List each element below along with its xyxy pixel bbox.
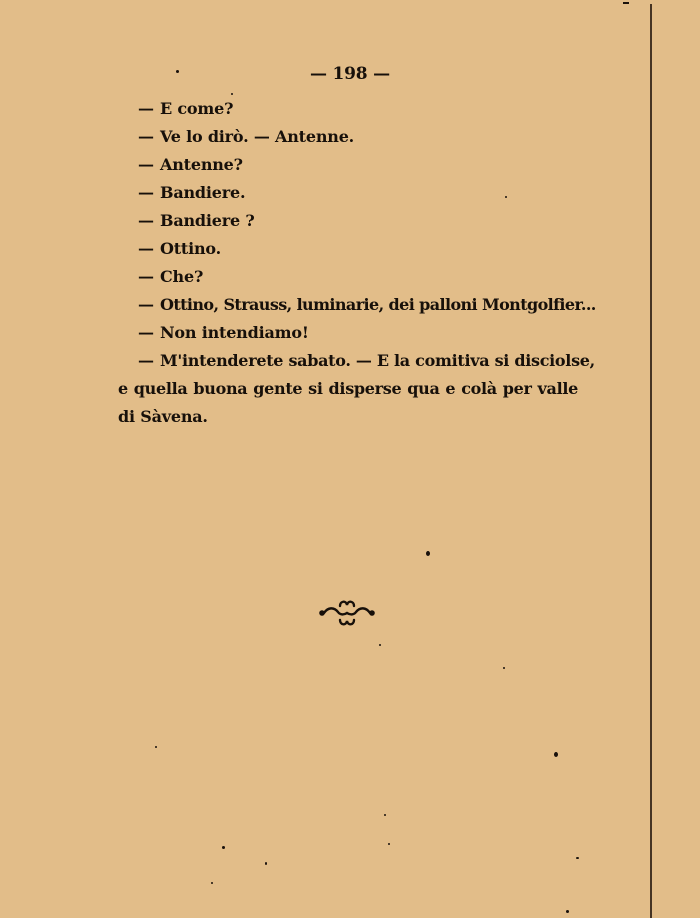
ink-speck — [231, 93, 233, 95]
dialogue-text: Ottino, Strauss, luminarie, dei palloni Montgolfier... — [160, 295, 596, 314]
em-dash: — — [138, 295, 154, 314]
ink-speck — [384, 814, 386, 816]
dialogue-line — [138, 155, 243, 174]
ink-speck — [505, 196, 507, 198]
dialogue-line — [138, 323, 309, 342]
page-number: — 198 — — [310, 64, 390, 84]
em-dash: — — [138, 323, 154, 342]
em-dash: — — [138, 183, 154, 202]
ink-speck — [222, 846, 225, 849]
dialogue-text: Che? — [160, 267, 204, 286]
dialogue-line — [138, 295, 596, 314]
ink-speck — [388, 843, 390, 845]
ink-speck — [576, 857, 579, 859]
em-dash: — — [138, 267, 154, 286]
em-dash: — — [138, 239, 154, 258]
dialogue-line — [138, 211, 255, 230]
dialogue-text: Ottino. — [160, 239, 221, 258]
em-dash: — — [138, 211, 154, 230]
page-edge-line — [650, 4, 652, 918]
em-dash: — — [138, 351, 154, 370]
dialogue-line — [138, 267, 203, 286]
ink-speck — [265, 862, 267, 865]
dialogue-line — [138, 239, 221, 258]
dialogue-line — [138, 99, 233, 118]
ink-speck — [503, 667, 505, 669]
dialogue-text: Ve lo dirò. — Antenne. — [160, 127, 355, 146]
ink-speck — [155, 746, 157, 748]
dialogue-line — [138, 183, 245, 202]
em-dash: — — [138, 99, 154, 118]
em-dash: — — [138, 155, 154, 174]
dialogue-text: Bandiere ? — [160, 211, 255, 230]
dialogue-line — [138, 127, 354, 146]
dialogue-text: Antenne? — [160, 155, 243, 174]
ink-speck — [566, 910, 569, 913]
ink-speck — [623, 2, 629, 4]
ink-speck — [554, 752, 558, 757]
ink-speck — [176, 70, 179, 73]
floral-ornament-icon — [318, 596, 376, 630]
dialogue-text: Non intendiamo! — [160, 323, 309, 342]
dialogue-text: E come? — [160, 99, 234, 118]
em-dash: — — [138, 127, 154, 146]
dialogue-text: Bandiere. — [160, 183, 246, 202]
ink-speck — [426, 551, 430, 556]
ink-speck — [379, 644, 381, 646]
paragraph-line: di Sàvena. — [118, 407, 208, 426]
dialogue-line — [138, 351, 595, 370]
dialogue-text: M'intenderete sabato. — E la comitiva si disciolse, — [160, 351, 595, 370]
paragraph-line: e quella buona gente si disperse qua e colà per valle — [118, 379, 578, 398]
ink-speck — [211, 882, 213, 884]
